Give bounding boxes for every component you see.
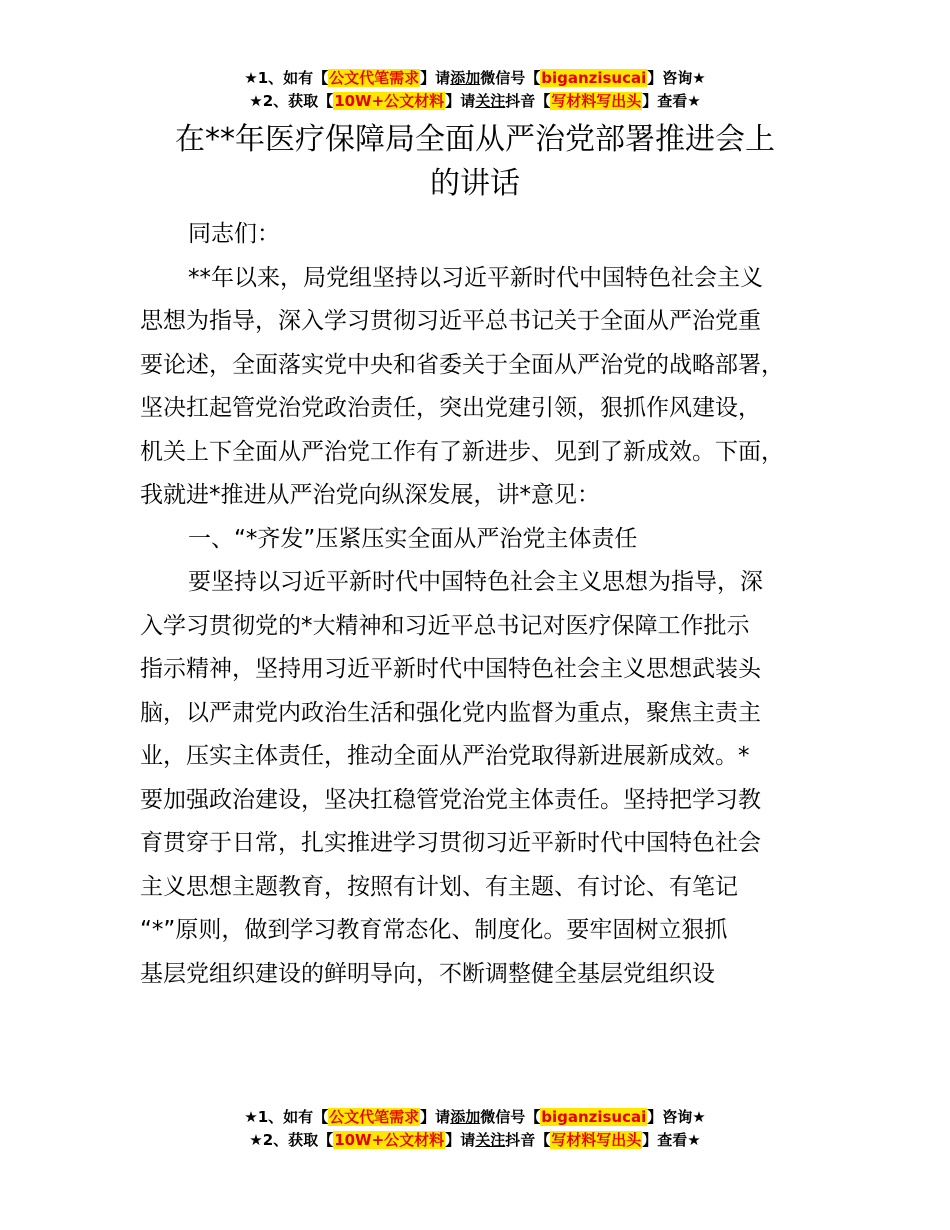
banner-underlined-text: 关注 <box>475 92 506 110</box>
title-line: 的讲话 <box>430 166 520 201</box>
paragraph-line: 业，压实主体责任，推动全面从严治党取得新进展新成效。* <box>140 743 750 769</box>
paragraph-line: 要论述，全面落实党中央和省委关于全面从严治党的战略部署， <box>140 351 784 378</box>
paragraph-line: 我就进*推进从严治党向纵深发展，讲*意见： <box>140 482 600 508</box>
banner-highlight-service: 公文代笔需求 <box>329 1108 420 1126</box>
paragraph-line: 机关上下全面从严治党工作有了新进步、见到了新成效。下面， <box>140 438 784 465</box>
banner-highlight-wechat-id: biganzisucai <box>541 69 647 87</box>
banner-line-2 <box>0 90 950 113</box>
paragraph-line: 坚决扛起管党治党政治责任，突出党建引领，狠抓作风建设， <box>140 395 761 421</box>
paragraph-line: 主义思想主题教育，按照有计划、有主题、有讨论、有笔记 <box>140 873 738 900</box>
banner-underlined-text: 添加 <box>450 1108 481 1126</box>
top-banner <box>0 67 950 113</box>
banner-text: ★1、如有【 <box>244 69 329 87</box>
banner-text: ★1、如有【 <box>244 1108 329 1126</box>
banner-highlight-douyin: 写材料写出头 <box>551 1131 642 1149</box>
title-line: 在**年医疗保障局全面从严治党部署推进会上 <box>175 122 775 157</box>
banner-line-2 <box>0 1129 950 1152</box>
banner-text: 】请 <box>445 1131 476 1149</box>
banner-text: ★2、获取【 <box>249 92 334 110</box>
banner-highlight-douyin: 写材料写出头 <box>551 92 642 110</box>
banner-text: 微信号【 <box>480 1108 541 1126</box>
paragraph-line: 思想为指导，深入学习贯彻习近平总书记关于全面从严治党重 <box>140 308 761 334</box>
banner-underlined-text: 添加 <box>450 69 481 87</box>
banner-highlight-materials: 10W+公文材料 <box>334 92 445 110</box>
banner-text: 抖音【 <box>505 1131 551 1149</box>
paragraph-line: **年以来，局党组坚持以习近平新时代中国特色社会主义 <box>188 264 763 291</box>
banner-text: 】查看★ <box>642 92 701 110</box>
banner-underlined-text: 关注 <box>475 1131 506 1149</box>
paragraph-line: 基层党组织建设的鲜明导向，不断调整健全基层党组织设 <box>140 960 715 987</box>
paragraph-line: 指示精神，坚持用习近平新时代中国特色社会主义思想武装头 <box>140 656 761 682</box>
banner-line-1 <box>0 1106 950 1129</box>
banner-highlight-service: 公文代笔需求 <box>329 69 420 87</box>
banner-line-1 <box>0 67 950 90</box>
banner-text: 】查看★ <box>642 1131 701 1149</box>
paragraph-line: 要坚持以习近平新时代中国特色社会主义思想为指导，深 <box>188 569 763 595</box>
banner-highlight-materials: 10W+公文材料 <box>334 1131 445 1149</box>
salutation: 同志们： <box>188 221 280 247</box>
banner-text: 】请 <box>445 92 476 110</box>
banner-text: 】咨询★ <box>647 1108 706 1126</box>
section-heading: 一、“*齐发”压紧压实全面从严治党主体责任 <box>188 525 638 552</box>
banner-text: ★2、获取【 <box>249 1131 334 1149</box>
banner-text: 抖音【 <box>505 92 551 110</box>
paragraph-line: 脑，以严肃党内政治生活和强化党内监督为重点，聚焦主责主 <box>140 699 761 726</box>
banner-text: 】请 <box>420 69 451 87</box>
banner-highlight-wechat-id: biganzisucai <box>541 1108 647 1126</box>
paragraph-line: 入学习贯彻党的*大精神和习近平总书记对医疗保障工作批示 <box>140 612 750 639</box>
document-title <box>120 118 830 206</box>
banner-text: 微信号【 <box>480 69 541 87</box>
paragraph-line: 育贯穿于日常，扎实推进学习贯彻习近平新时代中国特色社会 <box>140 830 761 856</box>
paragraph-line: 要加强政治建设，坚决扛稳管党治党主体责任。坚持把学习教 <box>140 786 761 813</box>
banner-text: 】请 <box>420 1108 451 1126</box>
banner-text: 】咨询★ <box>647 69 706 87</box>
document-body <box>140 213 840 996</box>
bottom-banner <box>0 1106 950 1152</box>
paragraph-line: “*”原则，做到学习教育常态化、制度化。要牢固树立狠抓 <box>140 917 728 943</box>
